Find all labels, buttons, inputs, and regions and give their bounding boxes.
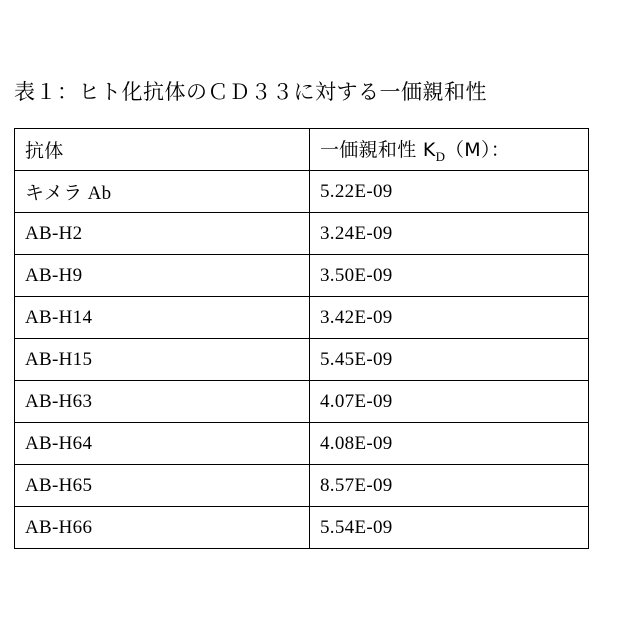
affinity-header-prefix: 一価親和性 K <box>320 138 436 161</box>
table-row <box>15 339 589 381</box>
cell-antibody: AB-H14 <box>15 297 310 339</box>
table-row <box>15 255 589 297</box>
cell-affinity: 5.45E-09 <box>310 339 589 381</box>
cell-antibody: AB-H63 <box>15 381 310 423</box>
cell-affinity: 3.50E-09 <box>310 255 589 297</box>
table-row <box>15 381 589 423</box>
cell-antibody: AB-H15 <box>15 339 310 381</box>
cell-affinity: 3.24E-09 <box>310 213 589 255</box>
cell-antibody: キメラ Ab <box>15 171 310 213</box>
table-row <box>15 465 589 507</box>
affinity-header-subscript: D <box>435 148 445 164</box>
table-caption: 表１：ヒト化抗体のＣＤ３３に対する一価親和性 <box>14 80 487 104</box>
cell-affinity: 5.54E-09 <box>310 507 589 549</box>
cell-affinity: 8.57E-09 <box>310 465 589 507</box>
column-header-affinity <box>310 129 589 171</box>
cell-antibody: AB-H9 <box>15 255 310 297</box>
table-row <box>15 423 589 465</box>
cell-antibody: AB-H66 <box>15 507 310 549</box>
cell-antibody: AB-H64 <box>15 423 310 465</box>
cell-antibody: AB-H65 <box>15 465 310 507</box>
cell-affinity: 3.42E-09 <box>310 297 589 339</box>
cell-affinity: 4.08E-09 <box>310 423 589 465</box>
table-row <box>15 297 589 339</box>
cell-antibody: AB-H2 <box>15 213 310 255</box>
cell-affinity: 4.07E-09 <box>310 381 589 423</box>
table-row <box>15 213 589 255</box>
affinity-header-suffix: （M）： <box>445 138 511 161</box>
table-row <box>15 507 589 549</box>
affinity-table-wrapper <box>14 128 566 549</box>
affinity-table <box>14 128 589 549</box>
column-header-antibody: 抗体 <box>15 129 310 171</box>
table-header-row <box>15 129 589 171</box>
cell-affinity: 5.22E-09 <box>310 171 589 213</box>
table-body <box>15 129 589 549</box>
table-row <box>15 171 589 213</box>
